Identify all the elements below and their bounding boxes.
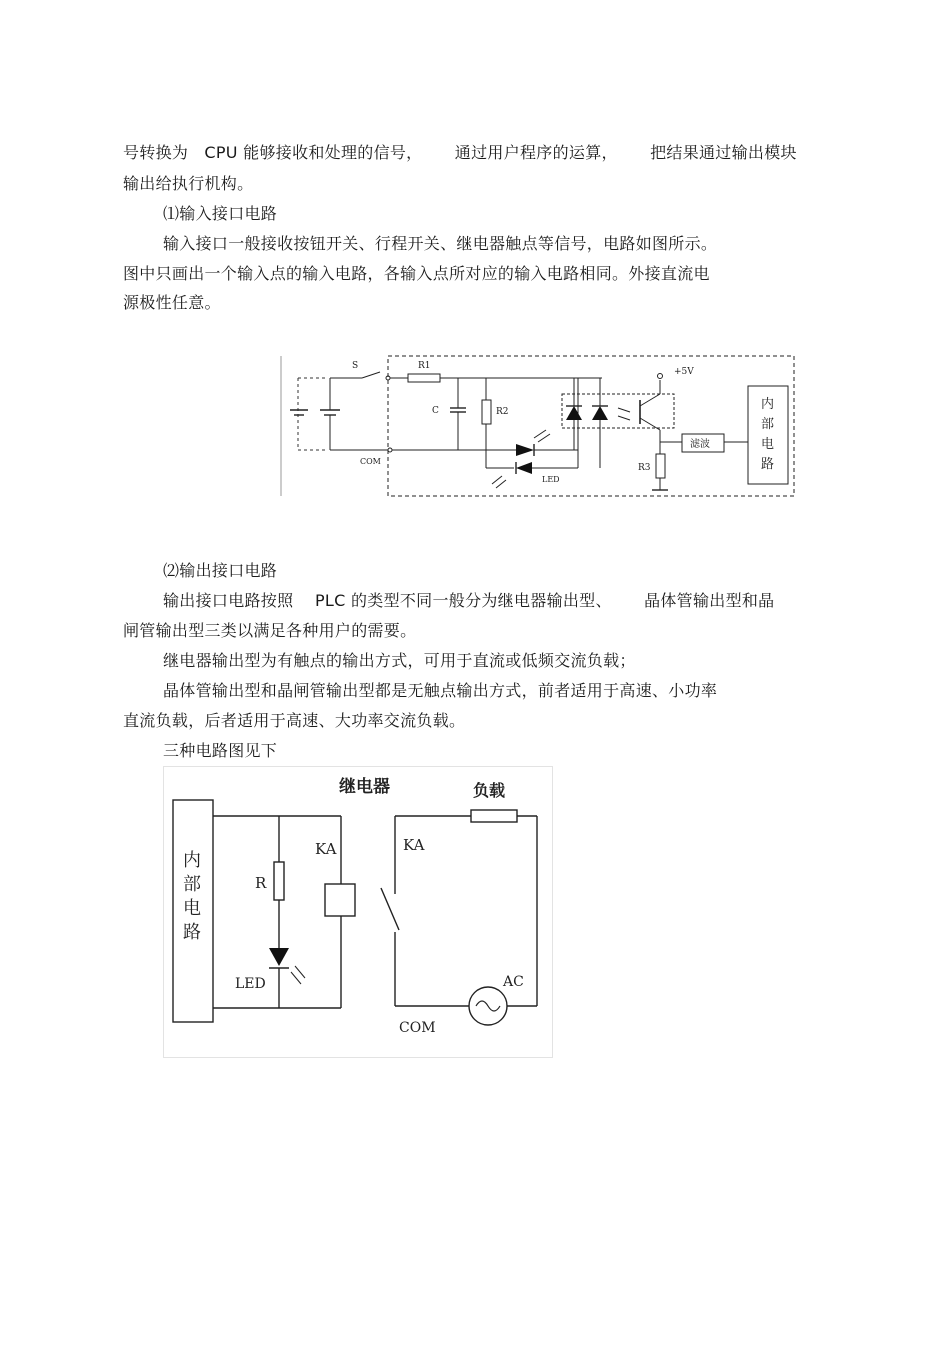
- internal-char-1: 内: [761, 397, 775, 412]
- led-label: LED: [542, 475, 560, 484]
- resistor-r2: [482, 400, 491, 424]
- internal-char-2: 部: [183, 874, 201, 895]
- filter-label: 滤波: [690, 439, 710, 450]
- r1-label: R1: [418, 361, 431, 371]
- paragraph-line-11: 晶体管输出型和晶闸管输出型都是无触点输出方式，前者适用于高速、小功率: [163, 681, 718, 700]
- internal-char-1: 内: [183, 850, 201, 871]
- internal-char-3: 电: [183, 898, 201, 919]
- r2-label: R2: [496, 407, 509, 417]
- com-label: COM: [360, 457, 381, 466]
- ka-contact-label: KA: [403, 836, 425, 854]
- paragraph-line-10: 继电器输出型为有触点的输出方式，可用于直流或低频交流负载；: [163, 651, 636, 670]
- relay-coil: [325, 884, 355, 916]
- paragraph-line-8: 输出接口电路按照 PLC 的类型不同一般分为继电器输出型、 晶体管输出型和晶: [163, 591, 775, 610]
- com-label: COM: [399, 1020, 436, 1036]
- internal-char-3: 电: [761, 437, 775, 452]
- relay-title: 继电器: [339, 777, 390, 797]
- r3-label: R3: [638, 463, 651, 473]
- input-circuit-diagram: [280, 350, 798, 502]
- vcc-label: +5V: [674, 367, 694, 377]
- resistor-r3: [656, 454, 665, 478]
- paragraph-line-2: 输出给执行机构。: [123, 174, 254, 193]
- resistor-r1: [408, 374, 440, 382]
- paragraph-line-13: 三种电路图见下: [163, 741, 278, 760]
- led-label: LED: [235, 976, 266, 992]
- internal-char-2: 部: [761, 417, 775, 432]
- load-label: 负载: [473, 781, 506, 800]
- capacitor-label: C: [432, 406, 439, 416]
- ka-coil-label: KA: [315, 840, 337, 858]
- section-heading-input: ⑴输入接口电路: [163, 204, 278, 223]
- resistor-r: [274, 862, 284, 900]
- internal-char-4: 路: [761, 457, 775, 472]
- switch-label: S: [352, 361, 359, 371]
- paragraph-line-6: 源极性任意。: [123, 293, 221, 312]
- paragraph-line-5: 图中只画出一个输入点的输入电路，各输入点所对应的输入电路相同。外接直流电: [123, 264, 710, 283]
- relay-output-diagram: [163, 766, 553, 1058]
- r-label: R: [255, 874, 267, 892]
- paragraph-line-9: 闸管输出型三类以满足各种用户的需要。: [123, 621, 417, 640]
- paragraph-line-4: 输入接口一般接收按钮开关、行程开关、继电器触点等信号，电路如图所示。: [163, 234, 718, 253]
- paragraph-line-1: 号转换为 CPU 能够接收和处理的信号， 通过用户程序的运算， 把结果通过输出模块: [123, 143, 797, 162]
- section-heading-output: ⑵输出接口电路: [163, 561, 278, 580]
- paragraph-line-12: 直流负载，后者适用于高速、大功率交流负载。: [123, 711, 466, 730]
- internal-char-4: 路: [183, 922, 201, 943]
- ac-label: AC: [503, 974, 524, 990]
- load-resistor: [471, 810, 517, 822]
